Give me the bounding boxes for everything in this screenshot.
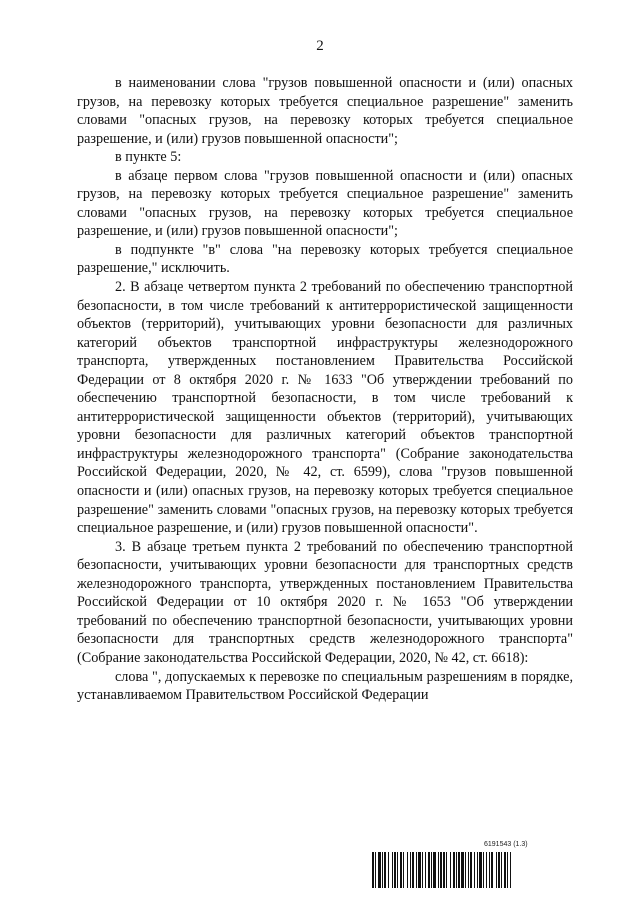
barcode-bar [483, 852, 484, 888]
barcode-bar [403, 852, 404, 888]
barcode-bar [510, 852, 511, 888]
barcode-bar [479, 852, 482, 888]
barcode-bar [428, 852, 430, 888]
barcode-bar [388, 852, 389, 888]
barcode-bar [438, 852, 439, 888]
document-body [77, 74, 573, 705]
paragraph-point-5: в пункте 5: [115, 149, 182, 166]
barcode-bar [491, 852, 493, 888]
barcode-bar [384, 852, 386, 888]
barcode-bar [400, 852, 402, 888]
barcode-image [372, 852, 592, 888]
barcode-bar [410, 852, 411, 888]
barcode-bar [422, 852, 423, 888]
barcode-bar [477, 852, 478, 888]
barcode-bar [433, 852, 436, 888]
barcode-bar [507, 852, 508, 888]
barcode-bar [468, 852, 469, 888]
barcode-bar [504, 852, 506, 888]
barcode-bar [443, 852, 445, 888]
barcode-bar [465, 852, 466, 888]
barcode-bar [382, 852, 383, 888]
barcode-bar [489, 852, 490, 888]
barcode-bar [378, 852, 381, 888]
barcode-bar [496, 852, 497, 888]
paragraph-item-2: 2. В абзаце четвертом пункта 2 требований по обеспечению транспортной безопасности, в том числе требований к антитеррористической защищенности объектов (территорий), учитывающих уровни безопасности для различных категорий объектов транспортной инфраструктуры железнодорожного транспорта, утвержденных постановлением Правительства Российской Федерации от 8 октября 2020 г. № 1633 "Об утверждении требований по обеспечению транспортной безопасности, в том числе требований к антитеррористической защищенности объектов (территорий), учитывающих уровни безопасности для различных категорий объектов транспортной инфраструктуры железнодорожного транспорта" (Собрание законодательства Российской Федерации, 2020, № 42, ст. 6599), слова "грузов повышенной опасности и (или) опасных грузов, на перевозку которых требуется специальное разрешение" заменить словами "опасных грузов, на перевозку которых требуется специальное разрешение, и (или) грузов повышенной опасности". [77, 279, 573, 537]
barcode-bar [392, 852, 393, 888]
barcode-bar [458, 852, 460, 888]
paragraph-first-abzac: в абзаце первом слова "грузов повышенной опасности и (или) опасных грузов, на перевозку которых требуется специальное разрешение" заменить словами "опасных грузов, на перевозку которых требуется специальное разрешение, и (или) грузов повышенной опасности"; [77, 167, 573, 240]
barcode-bar [474, 852, 475, 888]
barcode [372, 841, 592, 891]
barcode-bar [486, 852, 487, 888]
barcode-bar [440, 852, 442, 888]
paragraph-words-permits: слова ", допускаемых к перевозке по специальным разрешениям в порядке, устанавливаемом Правительством Российской Федерации [77, 668, 573, 704]
barcode-bar [446, 852, 447, 888]
barcode-bar [412, 852, 414, 888]
barcode-bar [431, 852, 432, 888]
barcode-bar [418, 852, 421, 888]
paragraph-title-amendment: в наименовании слова "грузов повышенной опасности и (или) опасных грузов, на перевозку которых требуется специальное разрешение" заменить словами "опасных грузов, на перевозку которых требуется специальное разрешение, и (или) грузов повышенной опасности"; [77, 75, 573, 147]
barcode-bar [375, 852, 376, 888]
barcode-bar [456, 852, 457, 888]
barcode-bar [461, 852, 464, 888]
barcode-bar [501, 852, 502, 888]
page-number: 2 [316, 38, 324, 54]
barcode-bar [372, 852, 374, 888]
paragraph-item-3: 3. В абзаце третьем пункта 2 требований по обеспечению транспортной безопасности, учитывающих уровни безопасности для транспортных средств железнодорожного транспорта, утвержденных постановлением Правительства Российской Федерации от 10 октября 2020 г. № 1653 "Об утверждении требований по обеспечению транспортной безопасности, учитывающих уровни безопасности для транспортных средств железнодорожного транспорта" (Собрание законодательства Российской Федерации, 2020, № 42, ст. 6618): [77, 538, 573, 666]
barcode-label: 6191543 (1.3) [484, 841, 528, 848]
barcode-bar [394, 852, 396, 888]
barcode-bar [453, 852, 455, 888]
barcode-bar [416, 852, 417, 888]
paragraph-subpoint-v: в подпункте "в" слова "на перевозку которых требуется специальное разрешение," исключить. [77, 241, 573, 277]
barcode-bar [450, 852, 451, 888]
barcode-bar [498, 852, 500, 888]
barcode-bar [470, 852, 472, 888]
barcode-bar [397, 852, 398, 888]
barcode-bar [425, 852, 426, 888]
barcode-bar [407, 852, 408, 888]
